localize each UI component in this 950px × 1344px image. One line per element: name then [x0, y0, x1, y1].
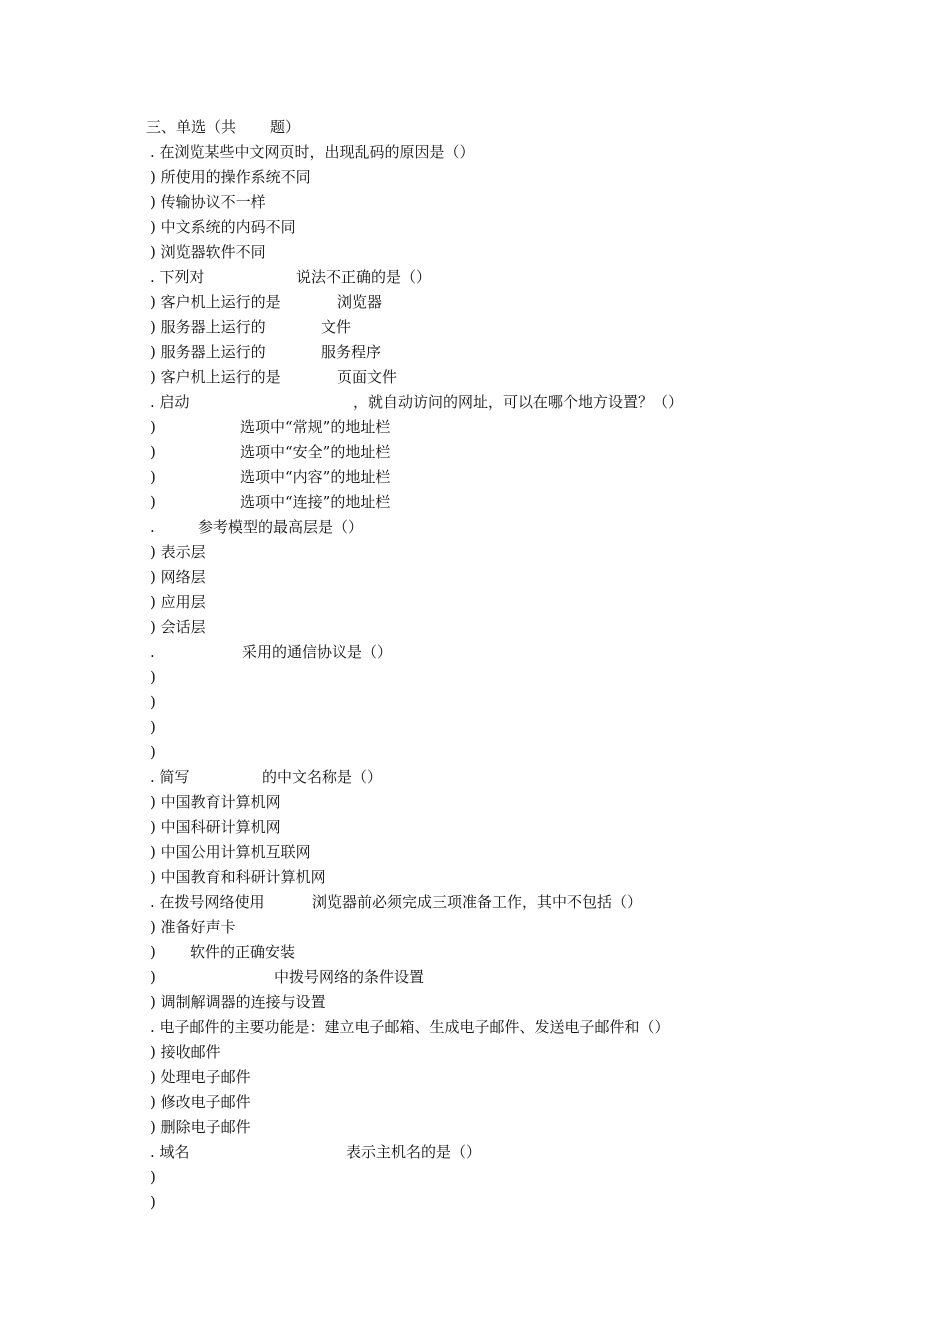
- answer-option: [0, 340, 950, 365]
- answer-option: [0, 415, 950, 440]
- answer-option-text: ): [150, 743, 156, 761]
- answer-option-text: ) 传输协议不一样: [150, 193, 266, 211]
- answer-option: [0, 365, 950, 390]
- answer-option-text: ) 准备好声卡: [150, 918, 236, 936]
- answer-option: [0, 315, 950, 340]
- answer-option-text: ) 删除电子邮件: [150, 1118, 251, 1136]
- answer-option: [0, 465, 950, 490]
- answer-option-text: ) 浏览器软件不同: [150, 243, 266, 261]
- question-stem-text: . 启动: [150, 393, 190, 411]
- question-stem-text: ，就自动访问的网址，可以在哪个地方设置？（）: [353, 393, 684, 411]
- answer-option-text: ) 服务器上运行的: [150, 343, 266, 361]
- answer-option: [0, 865, 950, 890]
- question-stem-text: 表示主机名的是（）: [346, 1143, 482, 1161]
- answer-option: [0, 840, 950, 865]
- answer-option-text: ) 网络层: [150, 568, 206, 586]
- answer-option-text: 软件的正确安装: [190, 943, 296, 961]
- answer-option: [0, 590, 950, 615]
- answer-option: [0, 690, 950, 715]
- question-stem-text: .: [150, 643, 155, 661]
- answer-option-text: ) 客户机上运行的是: [150, 368, 281, 386]
- answer-option: [0, 665, 950, 690]
- question-stem-text: 说法不正确的是（）: [296, 268, 432, 286]
- answer-option-text: 选项中“安全”的地址栏: [240, 443, 391, 461]
- answer-option: [0, 990, 950, 1015]
- answer-option: [0, 540, 950, 565]
- answer-option: [0, 1065, 950, 1090]
- question-stem: [0, 515, 950, 540]
- question-stem-text: 浏览器前必须完成三项准备工作，其中不包括（）: [312, 893, 643, 911]
- answer-option-text: ) 应用层: [150, 593, 206, 611]
- answer-option: [0, 1115, 950, 1140]
- answer-option: [0, 940, 950, 965]
- answer-option-text: ) 中国公用计算机互联网: [150, 843, 311, 861]
- answer-option: [0, 240, 950, 265]
- answer-option-text: ) 中国教育和科研计算机网: [150, 868, 326, 886]
- answer-option-text: 选项中“内容”的地址栏: [240, 468, 391, 486]
- answer-option-text: ) 中国科研计算机网: [150, 818, 281, 836]
- section-heading-text: 三、单选（共: [146, 118, 237, 136]
- answer-option-text: ) 表示层: [150, 543, 206, 561]
- answer-option-text: ) 会话层: [150, 618, 206, 636]
- answer-option: [0, 1165, 950, 1190]
- answer-option: [0, 565, 950, 590]
- answer-option-text: 文件: [321, 318, 352, 336]
- answer-option-text: 页面文件: [337, 368, 398, 386]
- answer-option-text: 浏览器: [337, 293, 383, 311]
- answer-option-text: ): [150, 1168, 156, 1186]
- question-stem-text: . 域名: [150, 1143, 190, 1161]
- answer-option-text: ): [150, 493, 156, 511]
- answer-option: [0, 965, 950, 990]
- section-heading: [0, 115, 950, 140]
- answer-option-text: ) 接收邮件: [150, 1043, 221, 1061]
- answer-option: [0, 190, 950, 215]
- question-stem-text: . 在浏览某些中文网页时，出现乱码的原因是（）: [150, 143, 475, 161]
- answer-option-text: ): [150, 943, 156, 961]
- answer-option-text: ): [150, 968, 156, 986]
- answer-option-text: ): [150, 468, 156, 486]
- answer-option-text: 中拨号网络的条件设置: [274, 968, 425, 986]
- answer-option-text: ) 所使用的操作系统不同: [150, 168, 311, 186]
- answer-option-text: ) 中国教育计算机网: [150, 793, 281, 811]
- question-stem: [0, 890, 950, 915]
- answer-option: [0, 790, 950, 815]
- answer-option-text: ) 客户机上运行的是: [150, 293, 281, 311]
- question-stem: [0, 765, 950, 790]
- answer-option: [0, 215, 950, 240]
- answer-option-text: 选项中“常规”的地址栏: [240, 418, 391, 436]
- answer-option: [0, 490, 950, 515]
- answer-option: [0, 740, 950, 765]
- answer-option: [0, 615, 950, 640]
- question-stem-text: . 下列对: [150, 268, 205, 286]
- question-stem-text: 的中文名称是（）: [262, 768, 383, 786]
- answer-option: [0, 440, 950, 465]
- answer-option: [0, 1190, 950, 1215]
- question-stem: [0, 265, 950, 290]
- question-stem: [0, 1015, 950, 1040]
- answer-option-text: ): [150, 693, 156, 711]
- answer-option: [0, 815, 950, 840]
- answer-option-text: ): [150, 418, 156, 436]
- answer-option-text: ) 处理电子邮件: [150, 1068, 251, 1086]
- answer-option-text: ) 调制解调器的连接与设置: [150, 993, 326, 1011]
- answer-option-text: ): [150, 1193, 156, 1211]
- answer-option: [0, 1090, 950, 1115]
- answer-option: [0, 915, 950, 940]
- answer-option-text: ) 中文系统的内码不同: [150, 218, 296, 236]
- question-stem-text: . 电子邮件的主要功能是：建立电子邮箱、生成电子邮件、发送电子邮件和（）: [150, 1018, 670, 1036]
- question-stem: [0, 140, 950, 165]
- answer-option-text: 服务程序: [321, 343, 382, 361]
- answer-option-text: 选项中“连接”的地址栏: [240, 493, 391, 511]
- question-stem: [0, 640, 950, 665]
- answer-option-text: ): [150, 718, 156, 736]
- question-stem: [0, 1140, 950, 1165]
- question-stem: [0, 390, 950, 415]
- answer-option-text: ): [150, 443, 156, 461]
- answer-option: [0, 715, 950, 740]
- question-stem-text: 参考模型的最高层是（）: [198, 518, 364, 536]
- section-heading-text: 题）: [270, 118, 301, 136]
- answer-option: [0, 1040, 950, 1065]
- answer-option: [0, 290, 950, 315]
- question-stem-text: 采用的通信协议是（）: [242, 643, 393, 661]
- question-stem-text: . 在拨号网络使用: [150, 893, 265, 911]
- question-stem-text: . 简写: [150, 768, 190, 786]
- answer-option-text: ): [150, 668, 156, 686]
- answer-option-text: ) 服务器上运行的: [150, 318, 266, 336]
- answer-option: [0, 165, 950, 190]
- question-stem-text: .: [150, 518, 155, 536]
- answer-option-text: ) 修改电子邮件: [150, 1093, 251, 1111]
